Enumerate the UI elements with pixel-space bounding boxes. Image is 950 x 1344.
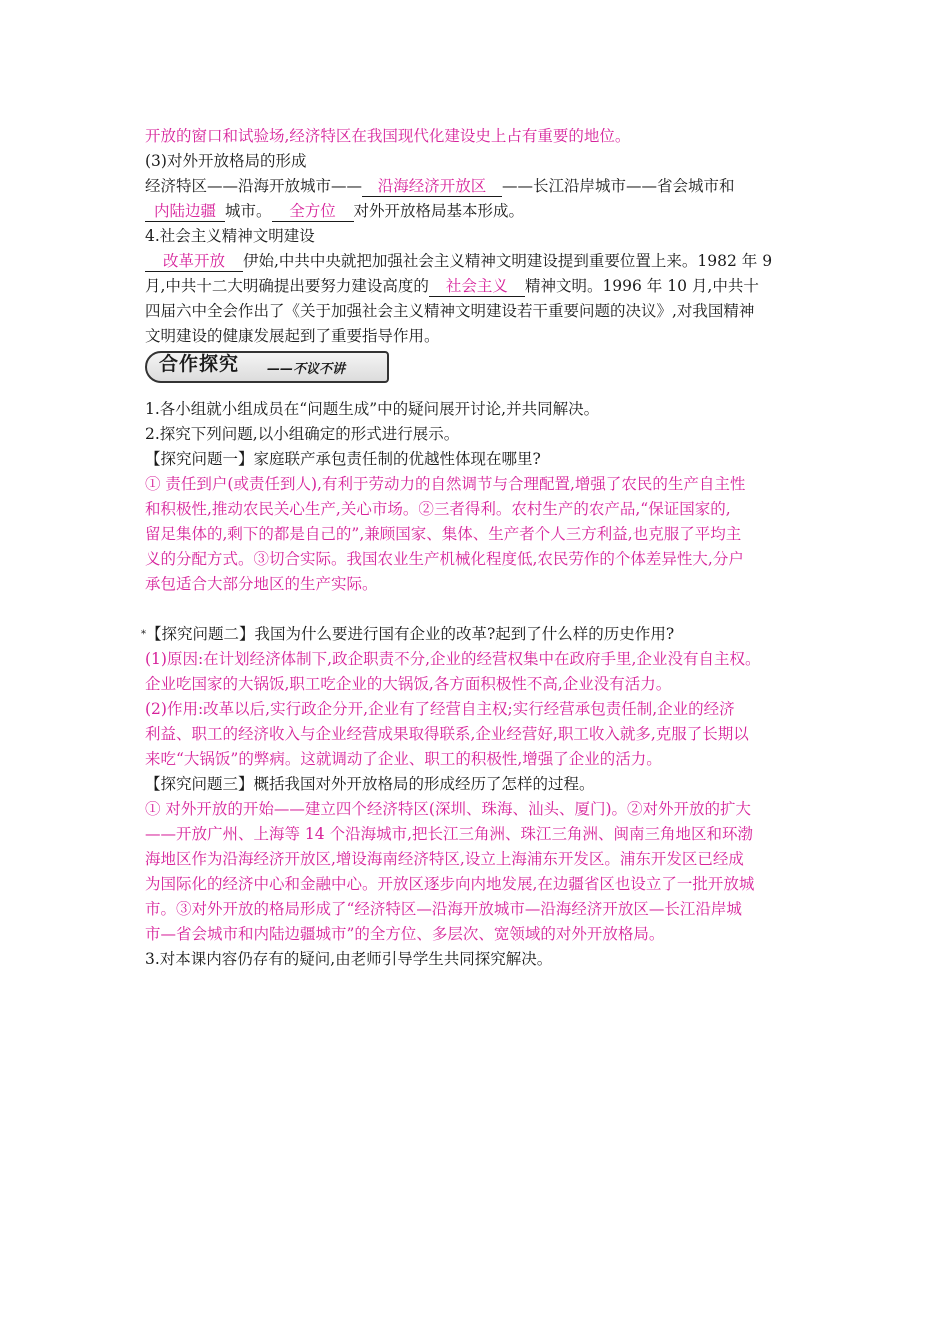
- answer-text: 改革开放: [162, 252, 225, 270]
- answer-3-line: ——开放广州、上海等 14 个沿海城市,把长江三角洲、珠江三角洲、闽南三角地区和环渤: [145, 825, 754, 843]
- answer-text: 内陆边疆: [153, 202, 216, 220]
- answer-1-line: 义的分配方式。③切合实际。我国农业生产机械化程度低,农民劳作的个体差异性大,分户: [145, 550, 744, 568]
- intro-line-8: 四届六中全会作出了《关于加强社会主义精神文明建设若干重要问题的决议》,对我国精神: [145, 302, 755, 320]
- text-span: 精神文明。1996 年 10 月,中共十: [524, 277, 759, 295]
- text-span: 伊始,中共中央就把加强社会主义精神文明建设提到重要位置上来。1982 年 9: [243, 252, 773, 270]
- coop-item-2: 2.探究下列问题,以小组确定的形式进行展示。: [145, 425, 460, 443]
- text-span: ——长江沿岸城市——省会城市和: [502, 177, 735, 195]
- section-3-title: (3)对外开放格局的形成: [145, 152, 307, 170]
- coop-item-1: 1.各小组就小组成员在“问题生成”中的疑问展开讨论,并共同解决。: [145, 400, 600, 418]
- star-mark: *: [141, 629, 146, 640]
- intro-line-3: [145, 174, 815, 199]
- answer-1-line: 和积极性,推动农民关心生产,关心市场。②三者得利。农村生产的农产品,“保证国家的,: [145, 500, 731, 518]
- section-4-title: 4.社会主义精神文明建设: [145, 227, 315, 245]
- text-span: 对外开放格局基本形成。: [353, 202, 525, 220]
- intro-line-9: 文明建设的健康发展起到了重要指导作用。: [145, 327, 440, 345]
- intro-line-6: [145, 249, 815, 274]
- blank-answer: [145, 251, 243, 272]
- answer-text: 社会主义: [445, 277, 508, 295]
- answer-2-line: 来吃“大锅饭”的弊病。这就调动了企业、职工的积极性,增强了企业的活力。: [145, 750, 662, 768]
- answer-3-line: 市。③对外开放的格局形成了“经济特区—沿海开放城市—沿海经济开放区—长江沿岸城: [145, 900, 742, 918]
- section-header: [145, 351, 815, 385]
- question-1: 【探究问题一】家庭联产承包责任制的优越性体现在哪里?: [145, 450, 541, 468]
- spacer: [145, 597, 815, 622]
- answer-1-line: ① 责任到户(或责任到人),有利于劳动力的自然调节与合理配置,增强了农民的生产自主性: [145, 475, 746, 493]
- blank-answer: [362, 176, 502, 197]
- blank-answer: [272, 201, 354, 222]
- answer-2-line: 企业吃国家的大锅饭,职工吃企业的大锅饭,各方面积极性不高,企业没有活力。: [145, 675, 672, 693]
- question-2-text: 【探究问题二】我国为什么要进行国有企业的改革?起到了什么样的历史作用?: [146, 625, 675, 643]
- text-span: 月,中共十二大明确提出要努力建设高度的: [145, 277, 429, 295]
- blank-answer: [145, 201, 225, 222]
- answer-3-line: ① 对外开放的开始——建立四个经济特区(深圳、珠海、汕头、厦门)。②对外开放的扩大: [145, 800, 752, 818]
- intro-line-1: 开放的窗口和试验场,经济特区在我国现代化建设史上占有重要的地位。: [145, 127, 631, 145]
- answer-1-line: 留足集体的,剩下的都是自己的”,兼顾国家、集体、生产者个人三方利益,也克服了平均主: [145, 525, 742, 543]
- intro-line-4: [145, 199, 815, 224]
- answer-1-line: 承包适合大部分地区的生产实际。: [145, 575, 378, 593]
- answer-2-line: (2)作用:改革以后,实行政企分开,企业有了经营自主权;实行经营承包责任制,企业的经济: [145, 700, 735, 718]
- intro-line-7: [145, 274, 815, 299]
- answer-3-line: 海地区作为沿海经济开放区,增设海南经济特区,设立上海浦东开发区。浦东开发区已经成: [145, 850, 744, 868]
- text-span: 经济特区——沿海开放城市——: [145, 177, 363, 195]
- header-subtitle: ——不议不讲: [267, 362, 346, 377]
- coop-item-3: 3.对本课内容仍存有的疑问,由老师引导学生共同探究解决。: [145, 950, 553, 968]
- answer-text: 沿海经济开放区: [377, 177, 487, 195]
- answer-3-line: 为国际化的经济中心和金融中心。开放区逐步向内地发展,在边疆省区也设立了一批开放城: [145, 875, 755, 893]
- document-content: [141, 124, 815, 972]
- answer-2-line: 利益、职工的经济收入与企业经营成果取得联系,企业经营好,职工收入就多,克服了长期以: [145, 725, 749, 743]
- blank-answer: [429, 276, 525, 297]
- answer-2-line: (1)原因:在计划经济体制下,政企职责不分,企业的经营权集中在政府手里,企业没有自主权。: [145, 650, 761, 668]
- question-3: 【探究问题三】概括我国对外开放格局的形成经历了怎样的过程。: [145, 775, 595, 793]
- answer-3-line: 市—省会城市和内陆边疆城市”的全方位、多层次、宽领域的对外开放格局。: [145, 925, 665, 943]
- text-span: 城市。: [225, 202, 272, 220]
- header-title: 合作探究: [159, 353, 240, 375]
- question-2: [141, 622, 815, 647]
- answer-text: 全方位: [289, 202, 336, 220]
